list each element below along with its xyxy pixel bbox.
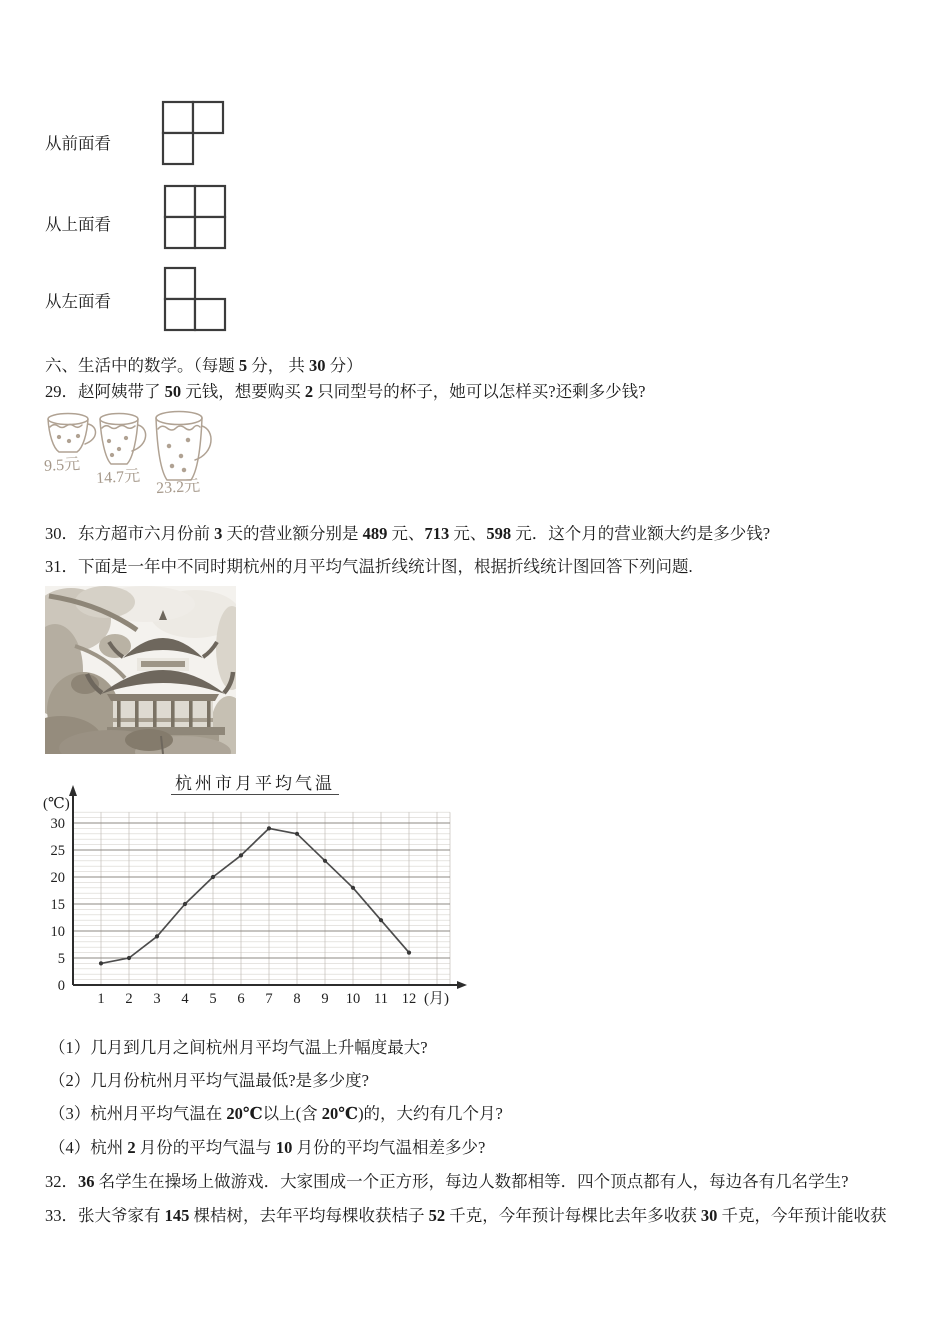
chart-plot xyxy=(40,768,470,1018)
svg-text:3: 3 xyxy=(153,991,161,1007)
svg-text:10: 10 xyxy=(50,924,65,940)
svg-text:7: 7 xyxy=(265,991,273,1007)
question-30: 30．东方超市六月份前 3 天的营业额分别是 489 元、713 元、598 元．这个月的营业额大约是多少钱? xyxy=(45,524,771,543)
cup-price-small: 9.5元 xyxy=(43,456,81,475)
svg-text:5: 5 xyxy=(57,951,65,967)
cup-large xyxy=(156,412,211,481)
cup-price-medium: 14.7元 xyxy=(95,467,141,488)
svg-text:25: 25 xyxy=(50,843,65,859)
svg-text:(月): (月) xyxy=(424,991,449,1007)
svg-text:6: 6 xyxy=(237,991,245,1007)
svg-text:2: 2 xyxy=(125,991,133,1007)
front-view-label: 从前面看 xyxy=(45,134,111,153)
top-view-label: 从上面看 xyxy=(45,215,111,234)
cup-medium xyxy=(100,414,146,465)
svg-text:0: 0 xyxy=(57,978,65,994)
svg-text:4: 4 xyxy=(181,991,189,1007)
svg-text:10: 10 xyxy=(345,991,361,1007)
sub-question-3: （3）杭州月平均气温在 20℃以上(含 20℃)的，大约有几个月? xyxy=(49,1104,503,1123)
sub-question-4: （4）杭州 2 月份的平均气温与 10 月份的平均气温相差多少? xyxy=(49,1138,486,1157)
top-view-shape xyxy=(163,184,229,252)
sub-question-1: （1）几月到几月之间杭州月平均气温上升幅度最大? xyxy=(49,1038,428,1057)
svg-text:30: 30 xyxy=(50,816,65,832)
question-33: 33．张大爷家有 145 棵桔树，去年平均每棵收获桔子 52 千克，今年预计每棵比去年多收获 30 千克，今年预计能收获 xyxy=(45,1206,887,1225)
sub-question-2: （2）几月份杭州月平均气温最低?是多少度? xyxy=(49,1071,369,1090)
chart-title: 杭州市月平均气温 xyxy=(40,769,470,794)
question-32: 32．36 名学生在操场上做游戏．大家围成一个正方形，每边人数都相等．四个顶点都有人，每边各有几名学生? xyxy=(45,1172,849,1191)
section-header: 六、生活中的数学。（每题 5 分， 共 30 分） xyxy=(45,356,363,375)
cup-price-large: 23.2元 xyxy=(155,477,201,498)
svg-text:15: 15 xyxy=(50,897,65,913)
svg-text:(℃): (℃) xyxy=(43,796,70,812)
left-view-shape xyxy=(163,266,229,334)
svg-text:8: 8 xyxy=(293,991,301,1007)
svg-text:20: 20 xyxy=(50,870,65,886)
question-31: 31．下面是一年中不同时期杭州的月平均气温折线统计图，根据折线统计图回答下列问题. xyxy=(45,557,693,576)
svg-text:1: 1 xyxy=(97,991,105,1007)
svg-text:5: 5 xyxy=(209,991,217,1007)
cup-small xyxy=(48,414,96,453)
pavilion-photo xyxy=(45,586,236,754)
svg-text:11: 11 xyxy=(374,991,388,1007)
question-29: 29．赵阿姨带了 50 元钱，想要购买 2 只同型号的杯子，她可以怎样买?还剩多少钱? xyxy=(45,382,646,401)
svg-text:12: 12 xyxy=(401,991,417,1007)
left-view-label: 从左面看 xyxy=(45,292,111,311)
front-view-shape xyxy=(161,100,227,168)
svg-text:9: 9 xyxy=(321,991,329,1007)
